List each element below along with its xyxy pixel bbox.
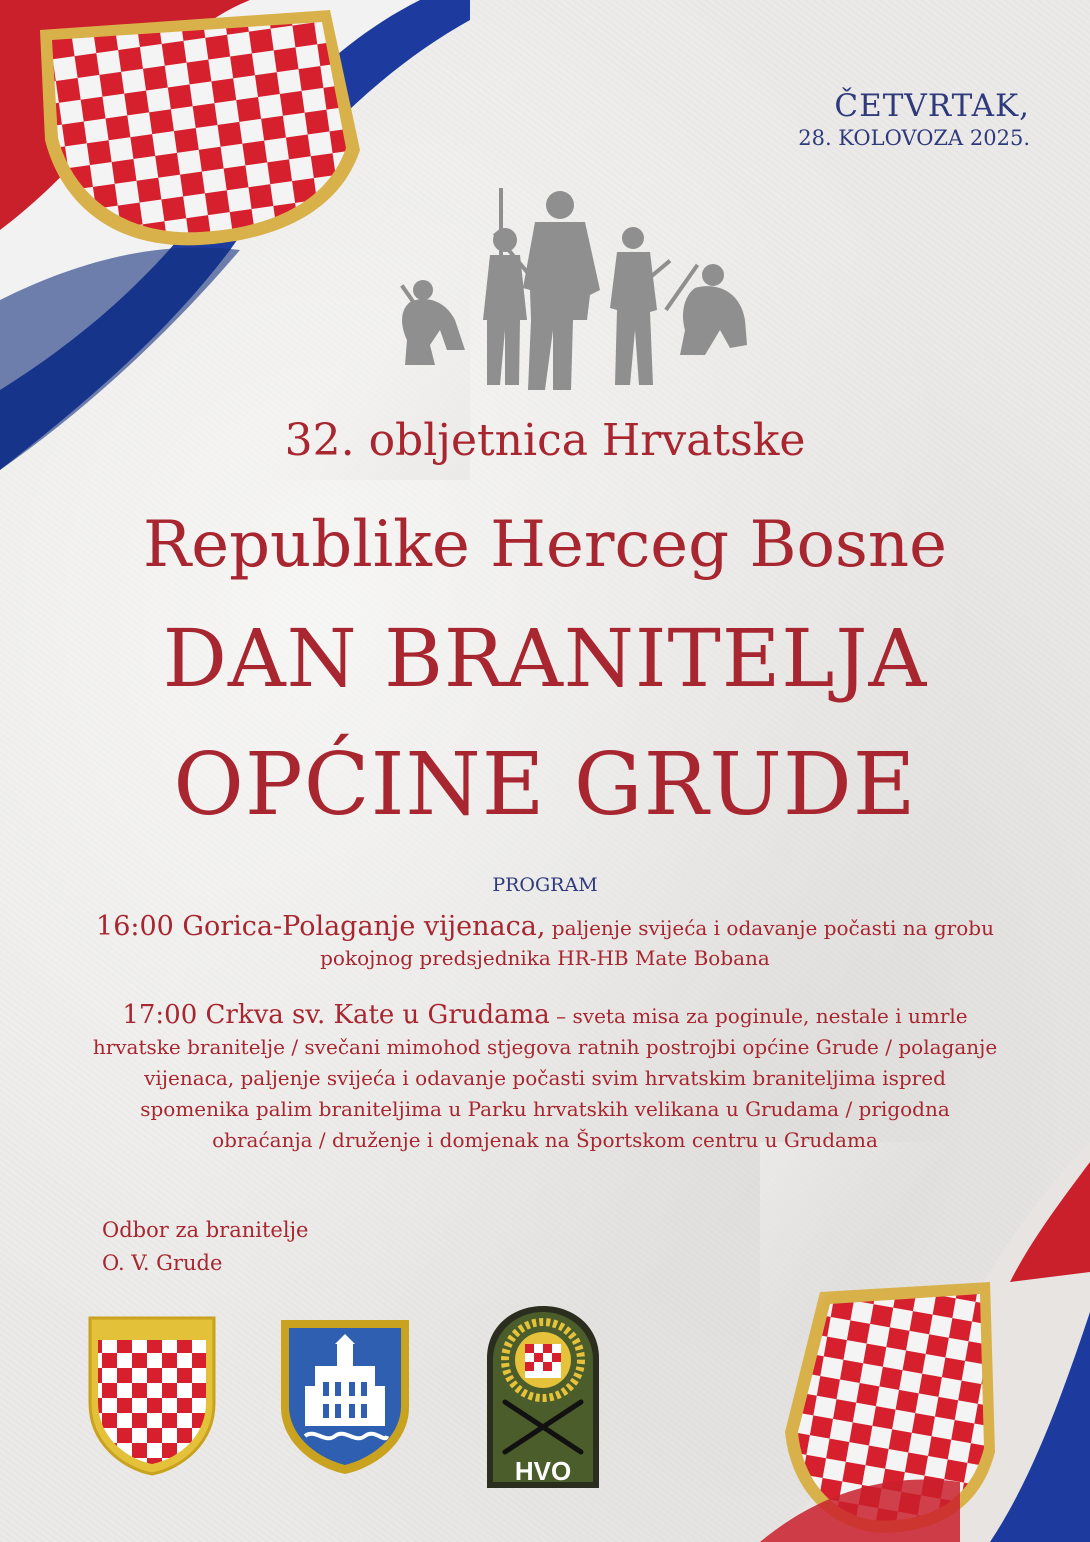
program-item-2-line5: obraćanja / druženje i domjenak na Športskom centru u Grudama [212,1128,878,1152]
program-item-2-line4: spomenika palim braniteljima u Parku hrvatskih velikana u Grudama / prigodna [140,1097,950,1121]
herceg-bosna-coat-of-arms-icon [82,1308,222,1482]
title-anniversary: 32. obljetnica Hrvatske [284,415,806,466]
title-republic: Republike Herceg Bosne [143,508,947,582]
program-item-2-line3: vijenaca, paljenje svijeća i odavanje počasti svim hrvatskim braniteljima ispred [144,1066,946,1090]
title-municipality: OPĆINE GRUDE [173,735,917,835]
program-item-2-lead: 17:00 Crkva sv. Kate u Grudama [122,1000,550,1030]
program-item-1-text: paljenje svijeća i odavanje počasti na grobu [545,916,994,940]
soldiers-silhouette-illustration [395,180,755,395]
program-item-2-text: – sveta misa za poginule, nestale i umrle [549,1004,968,1028]
program-item-2 [0,1000,1090,1156]
program-item-2-line2: hrvatske branitelje / svečani mimohod stjegova ratnih postrojbi općine Grude / polaganje [92,1035,998,1059]
grude-municipality-coat-of-arms-icon [275,1312,415,1481]
hvo-badge-text: HVO [514,1456,572,1486]
organizer-line2: O. V. Grude [102,1251,223,1275]
event-date [798,88,1030,150]
program-item-1-line2: pokojnog predsjednika HR-HB Mate Bobana [320,946,770,970]
title-veterans-day: DAN BRANITELJA [162,612,928,705]
program-heading: PROGRAM [492,874,598,896]
herceg-bosna-flag-bottom-right [760,1142,1090,1542]
organizer-line1: Odbor za branitelje [102,1218,309,1242]
date-text: 28. KOLOVOZA 2025. [798,126,1030,150]
program-item-1 [0,912,1090,973]
organizer-signature [102,1214,308,1280]
hvo-badge-icon [483,1302,603,1496]
weekday: ČETVRTAK, [834,88,1030,124]
program-item-1-lead: 16:00 Gorica-Polaganje vijenaca, [96,911,546,942]
